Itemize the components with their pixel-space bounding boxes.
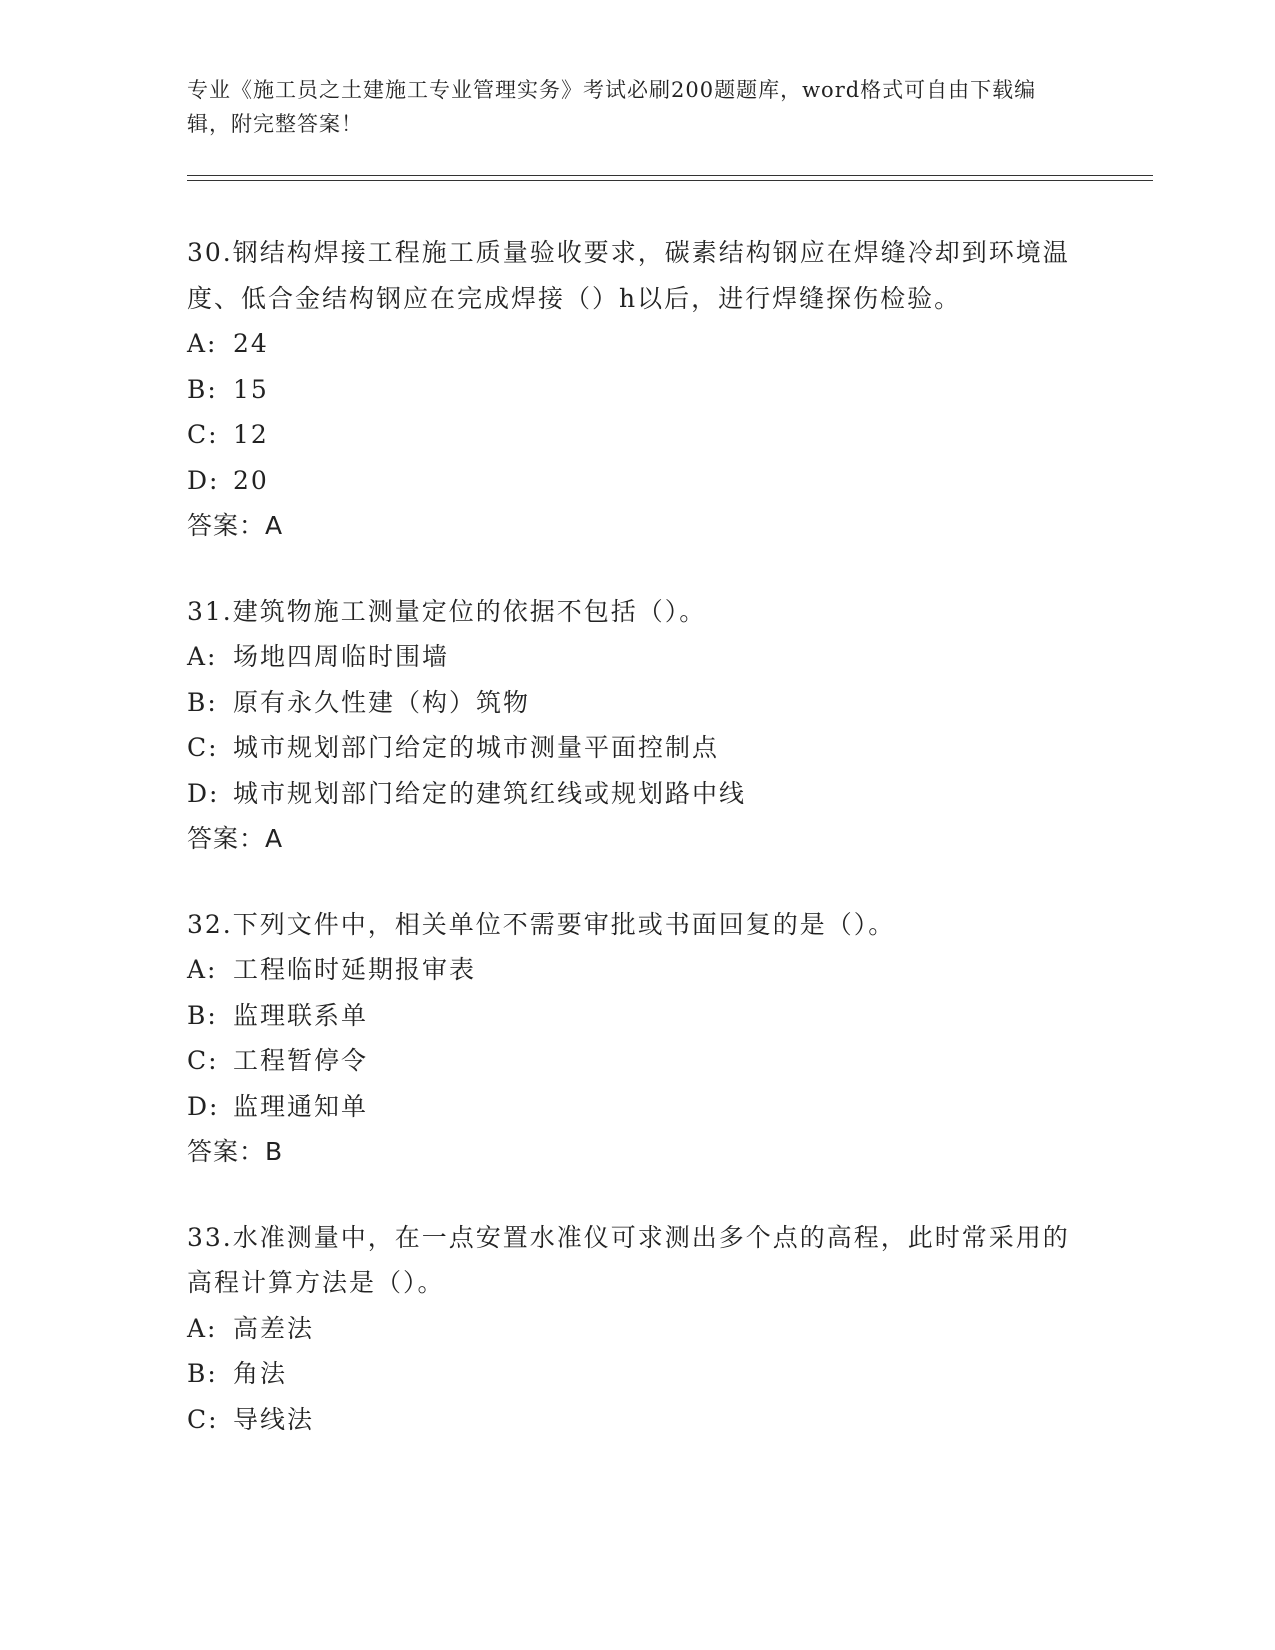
option-text: 原有永久性建（构）筑物: [233, 687, 531, 717]
option-c: [187, 412, 1087, 458]
option-text: 城市规划部门给定的建筑红线或规划路中线: [233, 778, 747, 808]
answer-label: 答案：B: [187, 1137, 284, 1166]
question-text: 31.建筑物施工测量定位的依据不包括（）。: [187, 596, 707, 626]
option-text: 工程临时延期报审表: [233, 955, 477, 984]
question-33: [187, 1215, 1087, 1443]
header-title: 专业《施工员之土建施工专业管理实务》考试必刷200题题库，word格式可自由下载编辑，附完整答案！: [187, 78, 1037, 136]
option-a: [187, 947, 1087, 993]
option-letter: C:: [187, 1404, 219, 1434]
question-text: 32.下列文件中，相关单位不需要审批或书面回复的是（）。: [187, 909, 896, 939]
option-text: 城市规划部门给定的城市测量平面控制点: [233, 733, 720, 762]
header-divider: [187, 175, 1153, 181]
option-c: [187, 1397, 1087, 1443]
option-letter: B:: [187, 1359, 218, 1388]
question-31: [187, 589, 1087, 862]
question-list: [187, 230, 1087, 1482]
option-letter: A:: [187, 1313, 218, 1343]
option-text: 高差法: [233, 1313, 315, 1343]
option-b: [187, 367, 1087, 413]
option-b: [187, 1351, 1087, 1397]
option-text: 监理联系单: [233, 1000, 369, 1030]
option-letter: C:: [187, 420, 219, 449]
option-letter: A:: [187, 642, 218, 671]
option-text: 监理通知单: [233, 1091, 369, 1121]
option-b: [187, 993, 1087, 1039]
option-a: [187, 321, 1087, 367]
option-letter: C:: [187, 733, 219, 762]
option-a: [187, 1306, 1087, 1352]
option-text: 导线法: [233, 1404, 315, 1434]
option-text: 工程暂停令: [233, 1046, 369, 1075]
option-letter: B:: [187, 1000, 218, 1030]
question-text: 30.钢结构焊接工程施工质量验收要求，碳素结构钢应在焊缝冷却到环境温度、低合金结构钢应在完成焊接（）h以后，进行焊缝探伤检验。: [187, 238, 1070, 313]
option-letter: B:: [187, 687, 218, 717]
page-header: [187, 73, 1067, 141]
option-text: 24: [233, 329, 269, 358]
option-letter: D:: [187, 778, 220, 808]
option-text: 12: [233, 420, 269, 449]
answer-label: 答案：A: [187, 511, 284, 540]
option-letter: B:: [187, 374, 218, 404]
question-30: [187, 230, 1087, 549]
option-b: [187, 680, 1087, 726]
option-letter: A:: [187, 329, 218, 358]
option-letter: D:: [187, 465, 220, 495]
option-text: 场地四周临时围墙: [233, 642, 450, 671]
option-text: 20: [233, 465, 269, 495]
option-d: [187, 1084, 1087, 1130]
option-text: 15: [233, 374, 269, 404]
option-d: [187, 458, 1087, 504]
option-c: [187, 725, 1087, 771]
option-letter: C:: [187, 1046, 219, 1075]
answer-label: 答案：A: [187, 824, 284, 853]
option-letter: D:: [187, 1091, 220, 1121]
question-32: [187, 902, 1087, 1175]
option-text: 角法: [233, 1359, 288, 1388]
option-letter: A:: [187, 955, 218, 984]
option-a: [187, 634, 1087, 680]
option-c: [187, 1038, 1087, 1084]
option-d: [187, 771, 1087, 817]
question-text: 33.水准测量中，在一点安置水准仪可求测出多个点的高程，此时常采用的高程计算方法是（）。: [187, 1222, 1070, 1297]
